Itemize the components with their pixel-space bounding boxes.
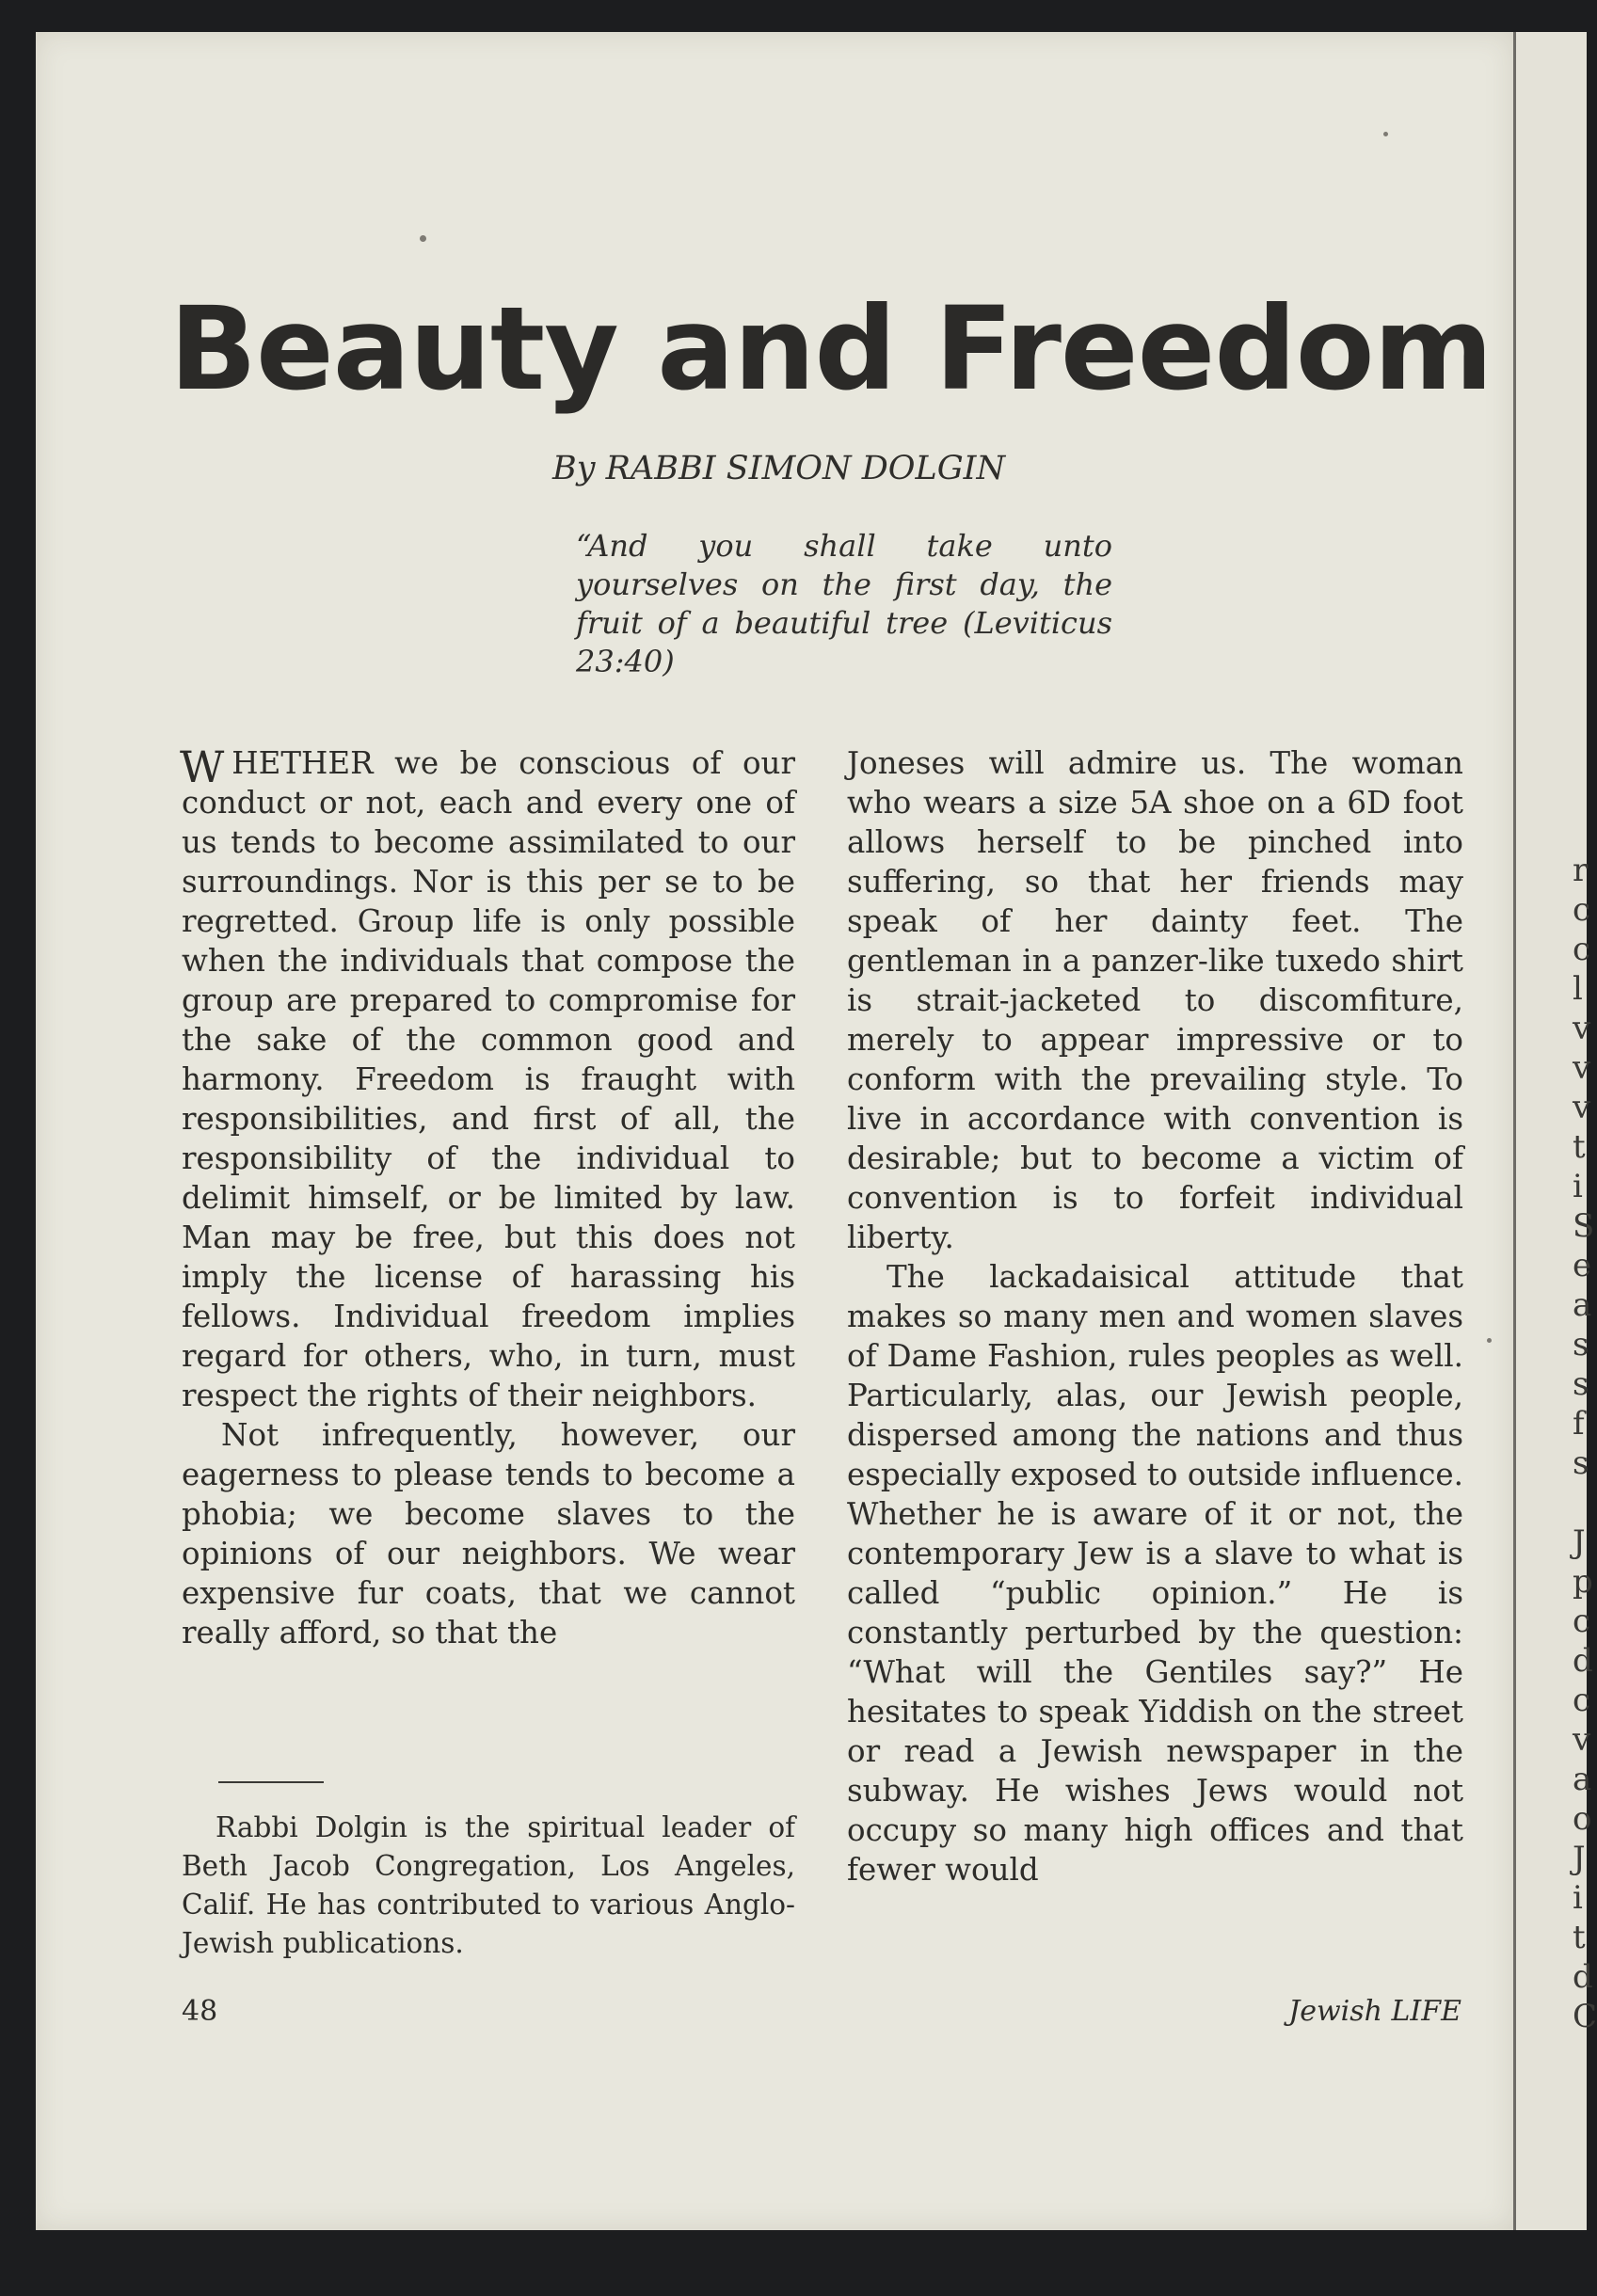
drop-cap: W <box>180 741 225 792</box>
footnote-rule <box>218 1781 324 1783</box>
paragraph: Joneses will admire us. The woman who wears a size 5A shoe on a 6D foot allows herself to be pinched into suffering, so that her friends may speak of her dainty feet. The gentleman in a panzer-like tuxedo shirt is strait-jacketed to discomfiture, merely to appear impressive or to conform with the prevailing style. To live in accordance with convention is desirable; but to become a victim of convention is to forfeit individual liberty. <box>847 745 1463 1255</box>
byline: By RABBI SIMON DOLGIN <box>552 450 1006 487</box>
paragraph: W HETHER we be conscious of our conduct or not, each and every one of us tends to become assimilated to our surroundings. Nor is this per se to be regretted. Group life is only possible when the individuals that compose the group are prepared to compromise for the sake of the common good and harmony. Freedom is fraught with responsibilities, and first of all, the responsibility of the individual to delimit himself, or be limited by law. Man may be free, but this does not imply the license of harassing his fellows. Individual freedom implies regard for others, who, in turn, must respect the rights of their neighbors. <box>180 741 795 1413</box>
facing-page-letters: r c c l v v v t i S e a s s f s J p c d c v a o J i t d C <box>1573 852 1597 2035</box>
paper-speck <box>1487 1338 1492 1343</box>
paper-speck <box>1383 132 1388 136</box>
running-footer: Jewish LIFE <box>1288 1995 1461 2028</box>
page-number: 48 <box>182 1995 218 2028</box>
facing-page-edge <box>1513 32 1597 2230</box>
epigraph: “And you shall take unto yourselves on the first day, the fruit of a beautiful tree (Leviticus 23:40) <box>576 528 1112 679</box>
article-title: Beauty and Freedom <box>169 282 1493 416</box>
paragraph: The lackadaisical attitude that makes so many men and women slaves of Dame Fashion, rules peoples as well. Particularly, alas, our Jewish people, dispersed among the nations and thus especially exposed to outside influence. Whether he is aware of it or not, the contemporary Jew is a slave to what is called “public opinion.” He is constantly perturbed by the question: “What will the Gentiles say?” He hesitates to speak Yiddish on the street or read a Jewish newspaper in the subway. He wishes Jews would not occupy so many high offices and that fewer would <box>847 1259 1463 1888</box>
right-column <box>847 743 1463 1889</box>
paper-speck <box>420 235 426 242</box>
author-footnote <box>182 1809 795 1963</box>
footnote-text: Rabbi Dolgin is the spiritual leader of Beth Jacob Congregation, Los Angeles, Calif. He has contributed to various Anglo-Jewish publications. <box>182 1811 795 1959</box>
paragraph: Not infrequently, however, our eagerness to please tends to become a phobia; we become slaves to the opinions of our neighbors. We wear expensive fur coats, that we cannot really afford, so that the <box>182 1417 795 1650</box>
left-column <box>182 743 795 1652</box>
